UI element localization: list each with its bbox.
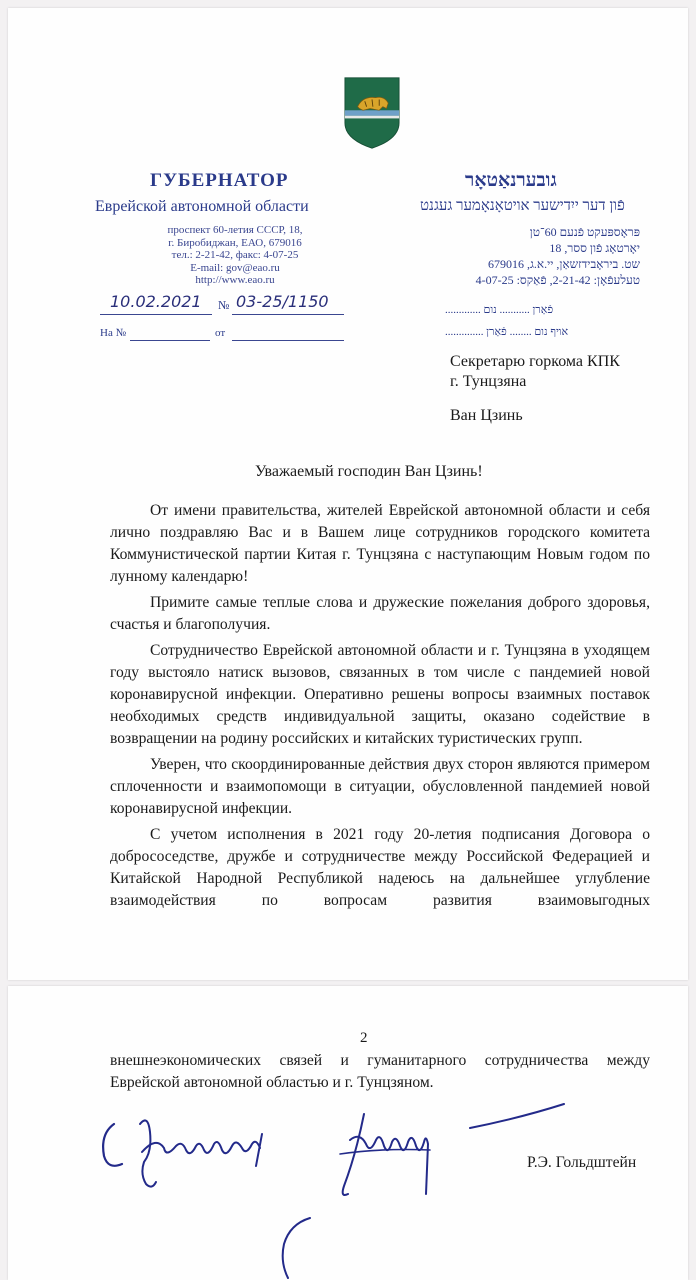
yiddish-region-subtitle: פֿון דער ייִדישער אויטאָנאָמער געגנט — [420, 198, 625, 214]
letter-body-continued — [110, 1050, 650, 1094]
body-paragraph: От имени правительства, жителей Еврейской автономной области и себя лично поздравляю Вас и в Вашем лице сотрудников городского комитета Коммунистической партии Китая г. Тунцзяна с наступающим Новым годом по лунному календарю! — [110, 502, 650, 585]
date-underline — [100, 314, 212, 315]
yiddish-governor-title: גובערנאַטאָר — [465, 170, 557, 191]
region-subtitle: Еврейской автономной области — [95, 198, 309, 215]
yiddish-ref-line: אױף נום ........ פֿאַרן .............. — [445, 326, 569, 338]
body-line: Еврейской автономной областью и г. Тунцзяном. — [110, 1074, 434, 1091]
address-line: E-mail: gov@eao.ru — [190, 261, 280, 274]
ref-from-underline — [232, 340, 344, 341]
handwritten-closing — [96, 1104, 276, 1200]
body-line: внешнеэкономических связей и гуманитарного сотрудничества между — [110, 1052, 650, 1069]
handwritten-stroke — [270, 1214, 350, 1280]
body-paragraph: С учетом исполнения в 2021 году 20-летия подписания Договора о добрососедстве, дружбе и сотрудничестве между Российской Федерацией и Китайской Народной Республикой надеюсь на дальнейшее углубление взаимодействия по вопросам развития взаимовыгодных — [110, 826, 650, 909]
body-paragraph: Уверен, что скоординированные действия двух сторон являются примером сплоченности и взаимопомощи в ситуации, обусловленной пандемией новой коронавирусной инфекции. — [110, 756, 650, 817]
ref-number-label: На № — [100, 327, 127, 339]
signature — [330, 1094, 580, 1210]
handwritten-date: 10.02.2021 — [110, 292, 202, 311]
yiddish-address-line: שט. ביראָבידזשאַן, יי.א.ג, 679016 — [487, 257, 640, 271]
address-line: http://www.eao.ru — [195, 274, 275, 286]
page-number: 2 — [360, 1030, 368, 1046]
letter-body — [110, 500, 650, 916]
yiddish-address-line: יאָרטאָג פֿון ססר, 18 — [549, 241, 640, 255]
address-line: г. Биробиджан, ЕАО, 679016 — [168, 236, 302, 249]
address-line: проспект 60-летия СССР, 18, — [167, 224, 303, 236]
recipient-line: г. Тунцзяна — [450, 373, 527, 390]
recipient-line: Секретарю горкома КПК — [450, 353, 620, 370]
yiddish-date-line: פֿאַרן ........... נום ............. — [445, 304, 554, 316]
recipient-block — [450, 352, 620, 392]
salutation: Уважаемый господин Ван Цзинь! — [255, 463, 483, 480]
signer-name: Р.Э. Гольдштейн — [527, 1154, 637, 1171]
ref-number-underline — [130, 340, 210, 341]
yiddish-address-line: טעלעפֿאָן: 2-21-42, פֿאַקס: 4-07-25 — [475, 273, 640, 287]
handwritten-number: 03-25/1150 — [236, 292, 329, 311]
coat-of-arms-icon — [340, 76, 404, 150]
governor-title: ГУБЕРНАТОР — [150, 170, 289, 191]
address-block — [130, 224, 340, 287]
body-paragraph: Примите самые теплые слова и дружеские пожелания доброго здоровья, счастья и благополучия. — [110, 594, 650, 633]
number-underline — [232, 314, 344, 315]
number-label: № — [218, 298, 230, 312]
yiddish-address-block — [430, 224, 640, 288]
yiddish-address-line: פּראָספּעקט פֿנעם 60־טן — [529, 225, 640, 239]
body-paragraph: Сотрудничество Еврейской автономной области и г. Тунцзяна в уходящем году выстояло натиск вызовов, связанных в том числе с пандемией новой коронавирусной инфекции. Оперативно решены вопросы взаимных поставок необходимых средств индивидуальной защиты, оказано содействие в возвращении на родину российских и китайских туристических групп. — [110, 642, 650, 747]
address-line: тел.: 2-21-42, факс: 4-07-25 — [171, 249, 299, 261]
ref-from-label: от — [215, 327, 226, 339]
recipient-name: Ван Цзинь — [450, 407, 523, 424]
